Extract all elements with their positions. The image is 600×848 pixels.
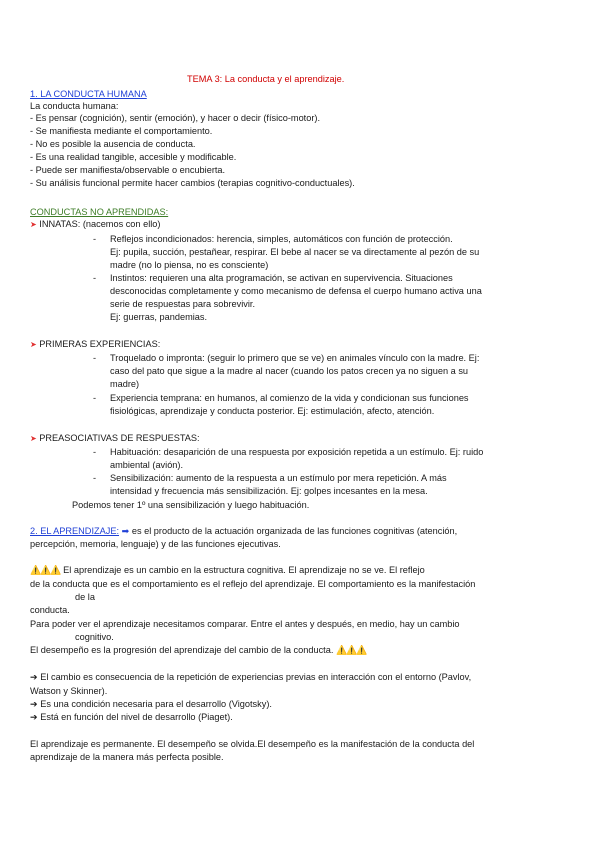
warning-icon: ⚠️⚠️⚠️: [335, 645, 367, 655]
arrow-bullet-icon: ➤: [30, 434, 37, 443]
primeras-line: madre): [110, 379, 140, 389]
final-paragraph: aprendizaje de la manera más perfecta posible.: [30, 752, 224, 762]
preasociativas-line: Sensibilización: aumento de la respuesta a un estímulo por mera repetición. A más: [110, 473, 447, 483]
dash-bullet: -: [93, 473, 97, 483]
arrow-bullet-icon: ➤: [30, 220, 37, 229]
definition-text: es el producto de la actuación organizada de las funciones cognitivas (atención,: [129, 526, 458, 536]
list-item: - Es pensar (cognición), sentir (emoción), y hacer o decir (físico-motor).: [30, 113, 321, 123]
arrow-item: ➔ Está en función del nivel de desarrollo (Piaget).: [30, 712, 233, 722]
primeras-line: caso del pato que sigue a la madre al nacer (cuando los patos crecen ya no siguen a su: [110, 366, 469, 376]
heading-aprendizaje: 2. EL APRENDIZAJE:: [30, 526, 120, 536]
paragraph-text: Para poder ver el aprendizaje necesitamos comparar. Entre el antes y después, en medio, hay un cambio: [30, 619, 460, 629]
list-item: [93, 272, 103, 284]
innatas-line: madre (no lo piensa, no es consciente): [110, 260, 269, 270]
paragraph-text: cognitivo.: [75, 632, 114, 642]
heading-conducta-humana: 1. LA CONDUCTA HUMANA: [30, 89, 147, 99]
warning-icon: ⚠️⚠️⚠️: [30, 565, 61, 575]
innatas-label: INNATAS: (nacemos con ello): [39, 219, 161, 229]
aprendizaje-definition: [30, 525, 457, 537]
dash-bullet: -: [93, 353, 97, 363]
subheading-primeras-experiencias: [30, 338, 160, 351]
paragraph-text: conducta.: [30, 605, 70, 615]
desempeno-paragraph: [30, 644, 367, 656]
preasociativas-line: Habituación: desaparición de una respuesta por exposición repetida a un estímulo. Ej: ruido: [110, 447, 484, 457]
primeras-label: PRIMERAS EXPERIENCIAS:: [39, 339, 161, 349]
list-item: - Su análisis funcional permite hacer cambios (terapias cognitivo-conductuales).: [30, 178, 355, 188]
heading-conductas-no-aprendidas: CONDUCTAS NO APRENDIDAS:: [30, 207, 169, 217]
list-item: [93, 446, 103, 458]
preasociativas-line: ambiental (avión).: [110, 460, 184, 470]
paragraph-text: de la: [75, 592, 95, 602]
innatas-line: desconocidas completamente y como mecanismo de defensa el cuerpo humano activa una: [110, 286, 482, 296]
innatas-line: Ej: pupila, succión, pestañear, respirar. El bebe al nacer se va directamente al pezón de su: [110, 247, 480, 257]
paragraph-text: de la conducta que es el comportamiento es el reflejo del aprendizaje. El comportamiento es la manifestación: [30, 579, 476, 589]
primeras-line: Troquelado o impronta: (seguir lo primero que se ve) en animales vínculo con la madre. Ej:: [110, 353, 480, 363]
list-item: [93, 392, 103, 404]
warning-paragraph: [30, 564, 425, 576]
dash-bullet: -: [93, 393, 97, 403]
dash-bullet: -: [93, 447, 97, 457]
dash-bullet: -: [93, 234, 97, 244]
innatas-line: serie de respuestas para sobrevivir.: [110, 299, 256, 309]
dash-bullet: -: [93, 273, 97, 283]
list-item: - Se manifiesta mediante el comportamiento.: [30, 126, 213, 136]
arrow-item: Watson y Skinner).: [30, 686, 108, 696]
intro-text: La conducta humana:: [30, 101, 119, 111]
list-item: - No es posible la ausencia de conducta.: [30, 139, 196, 149]
final-paragraph: El aprendizaje es permanente. El desempeño se olvida.El desempeño es la manifestación de la conducta del: [30, 739, 475, 749]
innatas-line: Instintos: requieren una alta programación, se activan en supervivencia. Situaciones: [110, 273, 453, 283]
subheading-preasociativas: [30, 432, 200, 445]
arrow-bullet-icon: ➤: [30, 340, 37, 349]
subheading-innatas: [30, 218, 160, 231]
paragraph-text: El desempeño es la progresión del aprendizaje del cambio de la conducta.: [30, 645, 334, 655]
list-item: [93, 352, 103, 364]
list-item: [93, 472, 103, 484]
arrow-item: ➔ Es una condición necesaria para el desarrollo (Vigotsky).: [30, 699, 272, 709]
right-arrow-icon: ➡: [121, 526, 130, 536]
preasociativas-line: intensidad y frecuencia más sensibilización. Ej: golpes incesantes en la mesa.: [110, 486, 428, 496]
list-item: [93, 233, 103, 245]
primeras-line: Experiencia temprana: en humanos, al comienzo de la vida y condicionan sus funciones: [110, 393, 469, 403]
innatas-line: Ej: guerras, pandemias.: [110, 312, 208, 322]
preasociativas-note: Podemos tener 1º una sensibilización y luego habituación.: [72, 500, 310, 510]
preasociativas-label: PREASOCIATIVAS DE RESPUESTAS:: [39, 433, 200, 443]
paragraph-text: El aprendizaje es un cambio en la estructura cognitiva. El aprendizaje no se ve. El reflejo: [60, 565, 425, 575]
definition-text-cont: percepción, memoria, lenguaje) y de las funciones ejecutivas.: [30, 539, 281, 549]
primeras-line: fisiológicas, aprendizaje y conducta posterior. Ej: estimulación, afecto, atención.: [110, 406, 435, 416]
document-title: TEMA 3: La conducta y el aprendizaje.: [187, 74, 345, 84]
arrow-item: ➔ El cambio es consecuencia de la repetición de experiencias previas en interacción con el entorno (Pavlov,: [30, 672, 472, 682]
innatas-line: Reflejos incondicionados: herencia, simples, automáticos con función de protección.: [110, 234, 453, 244]
list-item: - Puede ser manifiesta/observable o encubierta.: [30, 165, 226, 175]
list-item: - Es una realidad tangible, accesible y modificable.: [30, 152, 237, 162]
